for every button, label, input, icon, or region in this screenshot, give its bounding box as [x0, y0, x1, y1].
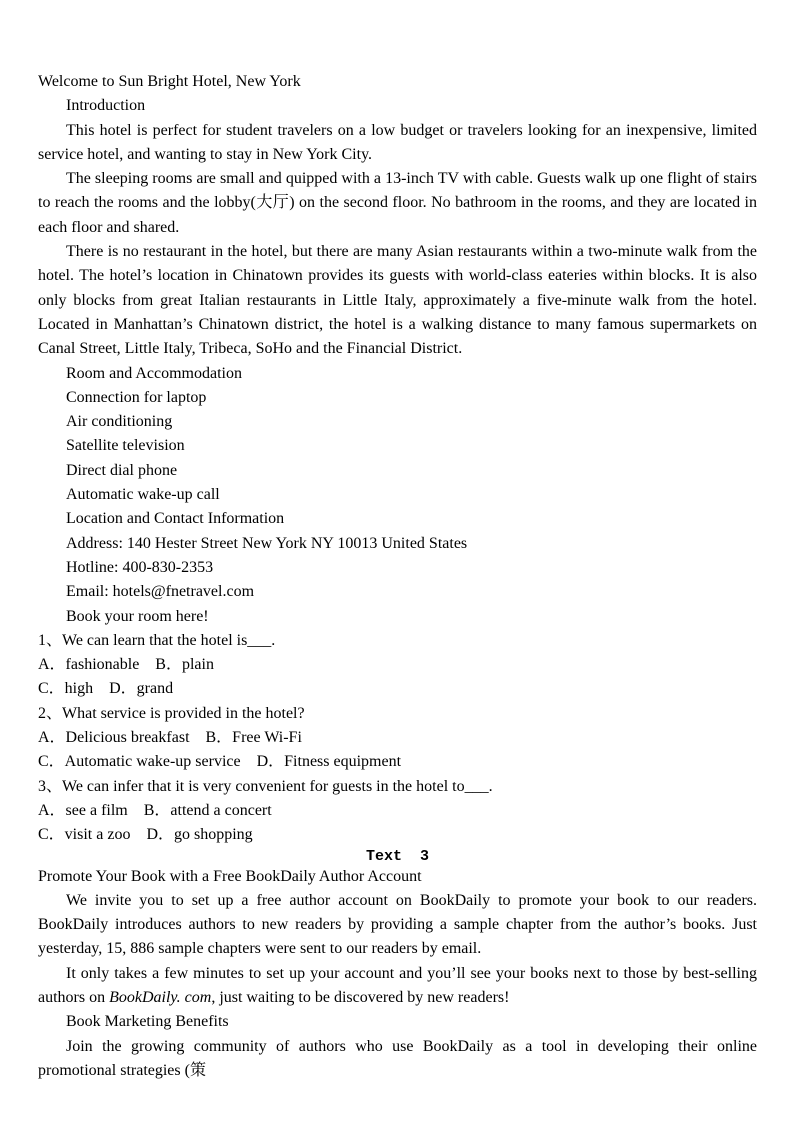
question-2-options-ab: A．Delicious breakfast B．Free Wi-Fi	[38, 729, 302, 747]
amenity-item: Automatic wake-up call	[66, 486, 220, 504]
question-2-options-cd: C．Automatic wake-up service D．Fitness equipment	[38, 753, 402, 771]
booking-cta-text: Book your room here!	[66, 607, 209, 625]
question-1-options-ab: A．fashionable B．plain	[38, 656, 214, 674]
question-1-options-cd: C．high D．grand	[38, 680, 174, 698]
text3-section-heading: Text 3	[365, 847, 429, 865]
text3-paragraph-1: We invite you to set up a free author account on BookDaily to promote your book to our readers. BookDaily introduces authors to new readers by providing a sample chapter from the author’s books. Just yesterday, 15, 886 sample chapters were sent to our readers by email.	[38, 891, 757, 958]
text3-title: Promote Your Book with a Free BookDaily Author Account	[38, 867, 422, 885]
question-3-options-cd: C．visit a zoo D．go shopping	[38, 826, 253, 844]
text3-paragraph-2-suffix: , just waiting to be discovered by new readers!	[211, 988, 510, 1006]
hotel-intro-heading: Introduction	[66, 97, 146, 115]
benefits-heading: Book Marketing Benefits	[66, 1013, 229, 1031]
hotel-title: Welcome to Sun Bright Hotel, New York	[38, 73, 301, 90]
hotel-paragraph-3: There is no restaurant in the hotel, but there are many Asian restaurants within a two-minute walk from the hotel. The hotel’s location in Chinatown provides its guests with world-class eateries within blocks. It is also only blocks from great Italian restaurants in Little Italy, approximately a five-minute walk from the hotel. Located in Manhattan’s Chinatown district, the hotel is a walking distance to many famous supermarkets on Canal Street, Little Italy, Tribeca, SoHo and the Financial District.	[38, 243, 757, 358]
amenity-item: Connection for laptop	[66, 388, 207, 406]
question-3-options-ab: A．see a film B．attend a concert	[38, 801, 272, 819]
amenity-item: Direct dial phone	[66, 461, 178, 479]
amenity-item: Satellite television	[66, 437, 185, 455]
amenity-item: Air conditioning	[66, 413, 173, 431]
contact-heading: Location and Contact Information	[66, 510, 285, 528]
text3-paragraph-3: Join the growing community of authors who use BookDaily as a tool in developing their online promotional strategies (策	[38, 1037, 757, 1079]
question-2-stem: 2、What service is provided in the hotel?	[38, 704, 305, 722]
bookdaily-site-name: BookDaily. com	[109, 988, 212, 1006]
text3-paragraph-2-prefix: It only takes a few minutes to set up your account and you’ll see your books next to those by best-selling authors on	[38, 964, 757, 1006]
contact-email: Email: hotels@fnetravel.com	[66, 583, 255, 601]
text3-paragraph-2	[38, 962, 757, 1011]
contact-address: Address: 140 Hester Street New York NY 10013 United States	[66, 534, 468, 552]
amenities-heading: Room and Accommodation	[66, 364, 242, 382]
question-1-stem: 1、We can learn that the hotel is___.	[38, 631, 276, 649]
question-3-stem: 3、We can infer that it is very convenient for guests in the hotel to___.	[38, 777, 493, 795]
hotel-paragraph-1: This hotel is perfect for student travelers on a low budget or travelers looking for an inexpensive, limited service hotel, and wanting to stay in New York City.	[38, 121, 757, 163]
contact-hotline: Hotline: 400-830-2353	[66, 558, 214, 576]
hotel-paragraph-2: The sleeping rooms are small and quipped with a 13-inch TV with cable. Guests walk up one flight of stairs to reach the rooms and the lobby(大厅) on the second floor. No bathroom in the rooms, and they are located in each floor and shared.	[38, 170, 757, 236]
